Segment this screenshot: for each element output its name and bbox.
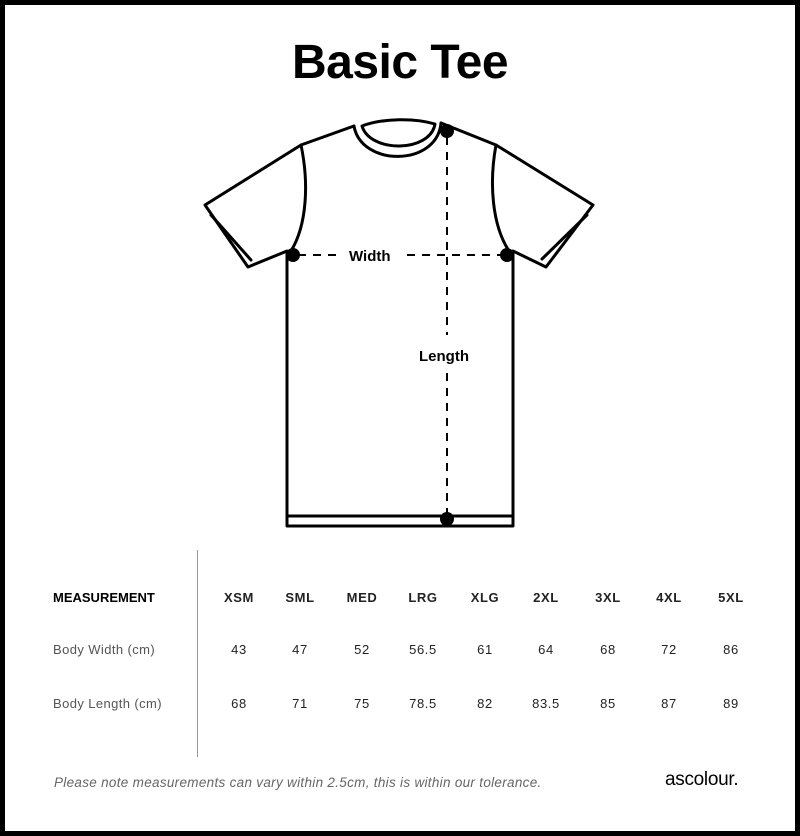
table-cell: 61	[477, 642, 493, 657]
row-label-body-length: Body Length (cm)	[53, 696, 163, 711]
measurement-header: MEASUREMENT	[53, 590, 155, 605]
table-cell: 68	[600, 642, 616, 657]
table-cell: 78.5	[409, 696, 437, 711]
row-label-body-width: Body Width (cm)	[53, 642, 156, 657]
hem-point-dot	[440, 512, 454, 526]
right-chest-point-dot	[500, 248, 514, 262]
size-header: 3XL	[595, 590, 621, 605]
table-cell: 68	[231, 696, 247, 711]
size-header: 2XL	[533, 590, 559, 605]
width-label: Width	[349, 248, 391, 265]
table-cell: 64	[538, 642, 554, 657]
table-cell: 82	[477, 696, 493, 711]
size-header: MED	[346, 590, 378, 605]
table-divider	[197, 550, 198, 757]
table-cell: 56.5	[409, 642, 437, 657]
table-cell: 47	[292, 642, 308, 657]
tshirt-diagram	[5, 5, 795, 545]
tshirt-outline-icon	[205, 120, 593, 526]
table-cell: 71	[292, 696, 308, 711]
size-header: XLG	[470, 590, 500, 605]
size-header: 5XL	[718, 590, 744, 605]
length-label: Length	[419, 348, 469, 365]
size-header: 4XL	[656, 590, 682, 605]
table-cell: 72	[661, 642, 677, 657]
brand-logo: ascolour.	[665, 769, 739, 790]
table-cell: 86	[723, 642, 739, 657]
table-cell: 85	[600, 696, 616, 711]
table-cell: 87	[661, 696, 677, 711]
shoulder-point-dot	[440, 124, 454, 138]
measure-lines	[298, 137, 507, 513]
size-header: XSM	[224, 590, 254, 605]
page-title: Basic Tee	[291, 36, 509, 89]
table-cell: 75	[354, 696, 370, 711]
table-cell: 43	[231, 642, 247, 657]
size-header: SML	[285, 590, 315, 605]
table-cell: 52	[354, 642, 370, 657]
measure-points	[286, 124, 514, 526]
table-cell: 89	[723, 696, 739, 711]
left-chest-point-dot	[286, 248, 300, 262]
size-header: LRG	[408, 590, 438, 605]
tolerance-note: Please note measurements can vary within 2.5cm, this is within our tolerance.	[54, 775, 542, 790]
table-cell: 83.5	[532, 696, 560, 711]
